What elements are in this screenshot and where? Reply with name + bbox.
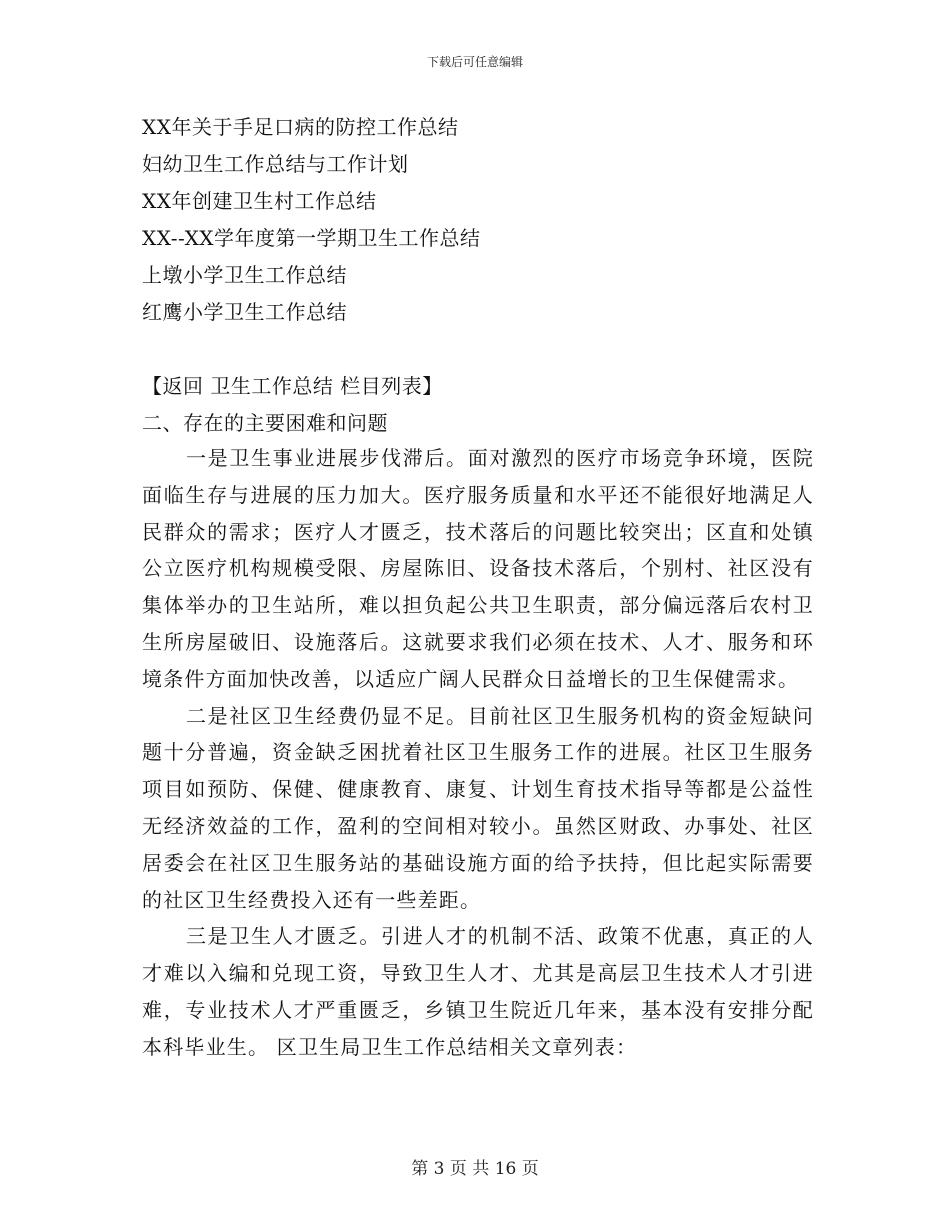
paragraph-1: 一是卫生事业进展步伐滞后。面对激烈的医疗市场竞争环境，医院面临生存与进展的压力加大。医疗服务质量和水平还不能很好地满足人民群众的需求；医疗人才匮乏，技术落后的问题比较突出；区直和处镇公立医疗机构规模受限、房屋陈旧、设备技术落后，个别村、社区没有集体举办的卫生站所，难以担负起公共卫生职责，部分偏远落后农村卫生所房屋破旧、设施落后。这就要求我们必须在技术、人才、服务和环境条件方面加快改善，以适应广阔人民群众日益增长的卫生保健需求。 <box>142 446 814 691</box>
paragraph-2: 二是社区卫生经费仍显不足。目前社区卫生服务机构的资金短缺问题十分普遍，资金缺乏困扰着社区卫生服务工作的进展。社区卫生服务项目如预防、保健、健康教育、康复、计划生育技术指导等都是公益性无经济效益的工作，盈利的空间相对较小。虽然区财政、办事处、社区居委会在社区卫生服务站的基础设施方面的给予扶持，但比起实际需要的社区卫生经费投入还有一些差距。 <box>142 703 814 912</box>
related-article-link-2[interactable]: 妇幼卫生工作总结与工作计划 <box>142 152 409 176</box>
page-number-footer: 第 3 页 共 16 页 <box>411 1159 539 1179</box>
related-article-link-5[interactable]: 上墩小学卫生工作总结 <box>142 263 347 287</box>
paragraph-3: 三是卫生人才匮乏。引进人才的机制不活、政策不优惠，真正的人才难以入编和兑现工资，导致卫生人才、尤其是高层卫生技术人才引进难，专业技术人才严重匮乏，乡镇卫生院近几年来，基本没有安排分配本科毕业生。 区卫生局卫生工作总结相关文章列表： <box>142 924 814 1059</box>
back-to-column-link[interactable]: 【返回 卫生工作总结 栏目列表】 <box>142 374 443 398</box>
related-article-link-6[interactable]: 红鹰小学卫生工作总结 <box>142 300 347 324</box>
header-note: 下载后可任意编辑 <box>426 55 523 69</box>
related-article-link-1[interactable]: XX年关于手足口病的防控工作总结 <box>142 115 459 139</box>
related-article-link-4[interactable]: XX--XX学年度第一学期卫生工作总结 <box>142 226 481 250</box>
section-heading: 二、存在的主要困难和问题 <box>142 411 388 435</box>
body-text <box>142 440 814 1066</box>
related-article-link-3[interactable]: XX年创建卫生村工作总结 <box>142 189 377 213</box>
